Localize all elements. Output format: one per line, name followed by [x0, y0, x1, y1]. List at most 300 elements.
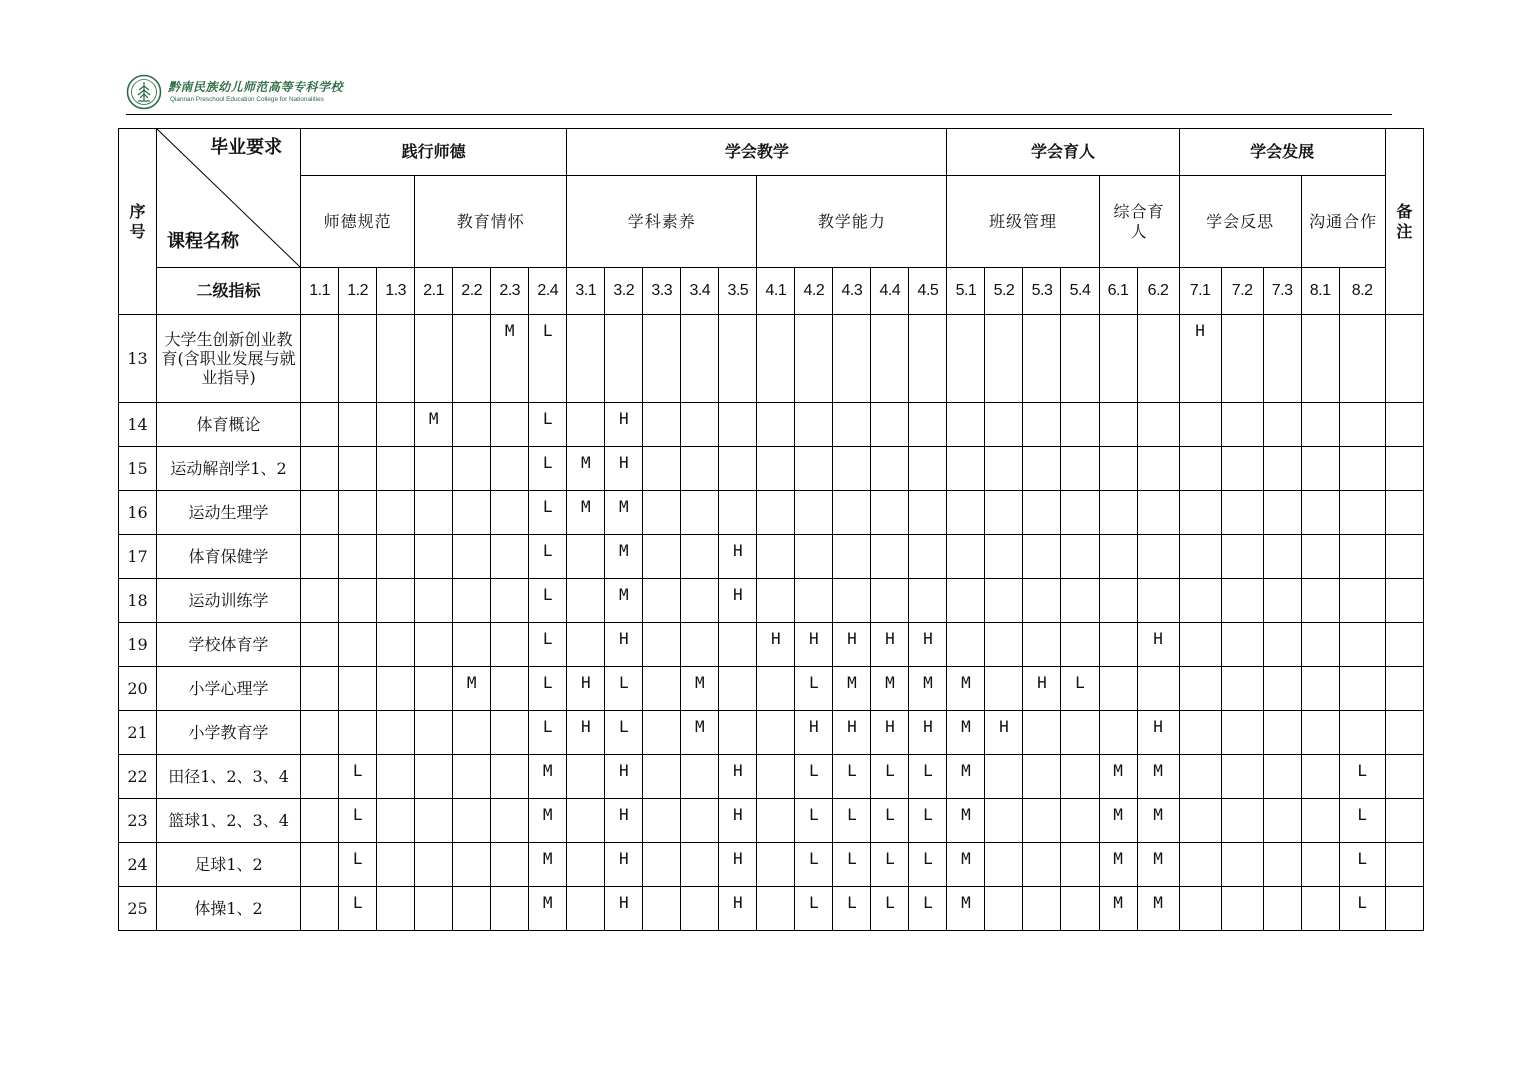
support-level-cell: M: [605, 579, 643, 623]
support-level-cell: L: [833, 887, 871, 931]
support-level-cell: [301, 887, 339, 931]
support-level-cell: L: [529, 579, 567, 623]
support-level-cell: [681, 623, 719, 667]
indicator-header: 3.1: [567, 268, 605, 315]
support-level-cell: [795, 315, 833, 403]
support-level-cell: [1221, 667, 1263, 711]
support-level-cell: L: [1339, 887, 1385, 931]
support-level-cell: L: [339, 755, 377, 799]
support-level-cell: [985, 447, 1023, 491]
support-level-cell: [1023, 711, 1061, 755]
support-level-cell: M: [529, 755, 567, 799]
support-level-cell: [643, 491, 681, 535]
support-level-cell: [757, 711, 795, 755]
support-level-cell: [491, 447, 529, 491]
support-level-cell: [453, 535, 491, 579]
support-level-cell: [1263, 843, 1301, 887]
indicator-header: 1.1: [301, 268, 339, 315]
support-level-cell: [1221, 887, 1263, 931]
category-header: 沟通合作: [1301, 176, 1385, 268]
support-level-cell: M: [947, 843, 985, 887]
support-level-cell: [985, 579, 1023, 623]
support-level-cell: [757, 799, 795, 843]
support-level-cell: [643, 315, 681, 403]
support-level-cell: L: [909, 887, 947, 931]
remark-cell: [1385, 711, 1423, 755]
support-level-cell: [1023, 535, 1061, 579]
support-level-cell: [301, 403, 339, 447]
support-level-cell: M: [1099, 843, 1137, 887]
support-level-cell: H: [567, 667, 605, 711]
support-level-cell: H: [871, 711, 909, 755]
support-level-cell: [1023, 799, 1061, 843]
support-level-cell: M: [1137, 755, 1179, 799]
support-level-cell: [681, 535, 719, 579]
support-level-cell: [1061, 491, 1099, 535]
category-header: 学会反思: [1179, 176, 1301, 268]
support-level-cell: H: [909, 711, 947, 755]
support-level-cell: L: [909, 799, 947, 843]
support-level-cell: H: [1137, 711, 1179, 755]
row-number: 19: [119, 623, 157, 667]
support-level-cell: [1301, 403, 1339, 447]
support-level-cell: [453, 887, 491, 931]
indicator-header: 3.2: [605, 268, 643, 315]
support-level-cell: [339, 315, 377, 403]
support-level-cell: M: [453, 667, 491, 711]
support-level-cell: [1099, 667, 1137, 711]
support-level-cell: H: [719, 579, 757, 623]
header-row-categories: [119, 176, 1424, 268]
support-level-cell: [833, 491, 871, 535]
table-row: [119, 755, 1424, 799]
indicator-header: 7.3: [1263, 268, 1301, 315]
support-level-cell: [985, 755, 1023, 799]
support-level-cell: M: [681, 711, 719, 755]
support-level-cell: [453, 579, 491, 623]
support-level-cell: [377, 623, 415, 667]
support-level-cell: [301, 315, 339, 403]
course-name: 足球1、2: [157, 843, 301, 887]
support-level-cell: [377, 535, 415, 579]
support-level-cell: L: [529, 403, 567, 447]
support-level-cell: [947, 535, 985, 579]
support-level-cell: [339, 579, 377, 623]
support-level-cell: [1023, 403, 1061, 447]
seq-label: 序 号: [129, 202, 146, 241]
support-level-cell: [605, 315, 643, 403]
indicator-header: 8.1: [1301, 268, 1339, 315]
support-level-cell: [643, 447, 681, 491]
category-header: 班级管理: [947, 176, 1099, 268]
support-level-cell: [719, 403, 757, 447]
support-level-cell: [453, 315, 491, 403]
support-level-cell: [491, 579, 529, 623]
support-level-cell: [567, 843, 605, 887]
support-level-cell: [795, 447, 833, 491]
support-level-cell: [377, 799, 415, 843]
support-level-cell: [1339, 623, 1385, 667]
support-level-cell: [1061, 403, 1099, 447]
support-level-cell: [1179, 887, 1221, 931]
support-level-cell: [377, 843, 415, 887]
support-level-cell: M: [491, 315, 529, 403]
support-level-cell: H: [719, 535, 757, 579]
support-level-cell: [1263, 447, 1301, 491]
support-level-cell: H: [1137, 623, 1179, 667]
support-level-cell: [909, 447, 947, 491]
course-name-label: 课程名称: [167, 231, 240, 253]
table-row: [119, 315, 1424, 403]
support-level-cell: [1061, 579, 1099, 623]
support-level-cell: [795, 535, 833, 579]
support-level-cell: [453, 711, 491, 755]
support-level-cell: [757, 843, 795, 887]
support-level-cell: [415, 711, 453, 755]
support-level-cell: [339, 667, 377, 711]
requirement-header: 学会育人: [947, 129, 1179, 176]
support-level-cell: [301, 843, 339, 887]
support-level-cell: [377, 579, 415, 623]
support-level-cell: [719, 447, 757, 491]
support-level-cell: [643, 843, 681, 887]
support-level-cell: M: [529, 887, 567, 931]
support-level-cell: [1179, 535, 1221, 579]
support-level-cell: [871, 447, 909, 491]
support-level-cell: [757, 447, 795, 491]
support-level-cell: [1339, 667, 1385, 711]
support-level-cell: [1023, 843, 1061, 887]
row-number: 22: [119, 755, 157, 799]
support-level-cell: [377, 447, 415, 491]
support-level-cell: [1137, 535, 1179, 579]
support-level-cell: [1221, 799, 1263, 843]
support-level-cell: [377, 711, 415, 755]
support-level-cell: H: [605, 403, 643, 447]
table-row: [119, 623, 1424, 667]
support-level-cell: [301, 579, 339, 623]
course-name: 篮球1、2、3、4: [157, 799, 301, 843]
support-level-cell: L: [339, 887, 377, 931]
support-level-cell: [947, 623, 985, 667]
support-level-cell: [1263, 623, 1301, 667]
support-level-cell: L: [795, 799, 833, 843]
support-level-cell: [719, 711, 757, 755]
support-level-cell: [1263, 667, 1301, 711]
support-level-cell: M: [567, 447, 605, 491]
support-level-cell: M: [605, 535, 643, 579]
support-level-cell: [1339, 535, 1385, 579]
support-level-cell: [339, 447, 377, 491]
support-level-cell: M: [1137, 843, 1179, 887]
support-level-cell: H: [605, 447, 643, 491]
row-number: 21: [119, 711, 157, 755]
support-level-cell: [377, 667, 415, 711]
row-number: 24: [119, 843, 157, 887]
support-level-cell: [1263, 755, 1301, 799]
support-level-cell: [1221, 447, 1263, 491]
support-level-cell: M: [1099, 755, 1137, 799]
support-level-cell: [491, 843, 529, 887]
seq-header: [119, 129, 157, 315]
support-level-cell: [1221, 843, 1263, 887]
support-level-cell: [643, 403, 681, 447]
support-level-cell: [795, 403, 833, 447]
support-level-cell: L: [605, 711, 643, 755]
support-level-cell: [377, 887, 415, 931]
table-row: [119, 491, 1424, 535]
category-header: 师德规范: [301, 176, 415, 268]
header-row-indicators: [119, 268, 1424, 315]
table-row: [119, 403, 1424, 447]
support-level-cell: [643, 667, 681, 711]
indicator-header: 2.3: [491, 268, 529, 315]
support-level-cell: [567, 623, 605, 667]
support-level-cell: [985, 623, 1023, 667]
support-level-cell: [1061, 755, 1099, 799]
remark-cell: [1385, 315, 1423, 403]
support-level-cell: [833, 447, 871, 491]
course-name: 体操1、2: [157, 887, 301, 931]
support-level-cell: [909, 579, 947, 623]
support-level-cell: [1179, 623, 1221, 667]
support-level-cell: [1179, 579, 1221, 623]
support-level-cell: L: [871, 843, 909, 887]
support-level-cell: [643, 711, 681, 755]
course-name: 体育概论: [157, 403, 301, 447]
support-level-cell: [1179, 447, 1221, 491]
support-level-cell: [1099, 403, 1137, 447]
support-level-cell: [1221, 315, 1263, 403]
indicator-header: 6.1: [1099, 268, 1137, 315]
support-level-cell: [415, 315, 453, 403]
support-level-cell: [1263, 887, 1301, 931]
support-level-cell: [1221, 579, 1263, 623]
support-level-cell: [1339, 315, 1385, 403]
course-name: 田径1、2、3、4: [157, 755, 301, 799]
support-level-cell: [1263, 711, 1301, 755]
support-level-cell: [757, 403, 795, 447]
support-level-cell: H: [719, 799, 757, 843]
support-level-cell: [833, 579, 871, 623]
indicator-header: 8.2: [1339, 268, 1385, 315]
support-level-cell: [1061, 315, 1099, 403]
support-level-cell: [491, 403, 529, 447]
support-level-cell: [301, 535, 339, 579]
support-level-cell: L: [529, 315, 567, 403]
support-level-cell: [567, 755, 605, 799]
support-level-cell: L: [871, 887, 909, 931]
support-level-cell: L: [529, 491, 567, 535]
support-level-cell: [795, 579, 833, 623]
support-level-cell: [1099, 711, 1137, 755]
support-level-cell: [491, 491, 529, 535]
support-level-cell: [985, 491, 1023, 535]
support-level-cell: [415, 447, 453, 491]
table-row: [119, 887, 1424, 931]
support-level-cell: [757, 667, 795, 711]
support-level-cell: [757, 755, 795, 799]
indicator-header: 5.1: [947, 268, 985, 315]
support-level-cell: M: [833, 667, 871, 711]
support-level-cell: H: [795, 711, 833, 755]
support-level-cell: [1339, 403, 1385, 447]
indicator-header: 7.2: [1221, 268, 1263, 315]
support-level-cell: [1061, 623, 1099, 667]
remark-cell: [1385, 623, 1423, 667]
indicator-header: 2.1: [415, 268, 453, 315]
support-level-cell: [757, 887, 795, 931]
support-level-cell: [1221, 535, 1263, 579]
row-number: 23: [119, 799, 157, 843]
support-level-cell: [415, 887, 453, 931]
support-level-cell: H: [567, 711, 605, 755]
support-level-cell: [1263, 799, 1301, 843]
support-level-cell: H: [719, 755, 757, 799]
support-level-cell: [1301, 579, 1339, 623]
support-level-cell: [301, 755, 339, 799]
course-name: 运动生理学: [157, 491, 301, 535]
support-level-cell: [1023, 491, 1061, 535]
support-level-cell: [643, 579, 681, 623]
support-level-cell: H: [871, 623, 909, 667]
table-row: [119, 711, 1424, 755]
support-level-cell: [1301, 711, 1339, 755]
support-level-cell: [567, 403, 605, 447]
support-level-cell: [339, 711, 377, 755]
support-level-cell: H: [605, 843, 643, 887]
support-level-cell: [491, 623, 529, 667]
category-header: 学科素养: [567, 176, 757, 268]
table-row: [119, 799, 1424, 843]
graduation-requirement-label: 毕业要求: [210, 137, 283, 158]
support-level-cell: H: [757, 623, 795, 667]
support-level-cell: [453, 799, 491, 843]
secondary-indicator-label: 二级指标: [157, 268, 301, 315]
support-level-cell: [833, 403, 871, 447]
support-level-cell: [985, 667, 1023, 711]
support-level-cell: [415, 755, 453, 799]
support-level-cell: [339, 403, 377, 447]
support-level-cell: H: [1179, 315, 1221, 403]
remark-cell: [1385, 843, 1423, 887]
support-level-cell: [1301, 667, 1339, 711]
support-level-cell: [681, 579, 719, 623]
support-level-cell: H: [605, 887, 643, 931]
support-level-cell: [301, 667, 339, 711]
support-level-cell: M: [947, 667, 985, 711]
indicator-header: 6.2: [1137, 268, 1179, 315]
row-number: 15: [119, 447, 157, 491]
category-header: 教育情怀: [415, 176, 567, 268]
support-level-cell: [1221, 403, 1263, 447]
remark-cell: [1385, 887, 1423, 931]
support-level-cell: [681, 755, 719, 799]
support-level-cell: [1137, 579, 1179, 623]
support-level-cell: [491, 799, 529, 843]
support-level-cell: [757, 315, 795, 403]
support-level-cell: [871, 579, 909, 623]
support-level-cell: M: [1099, 799, 1137, 843]
support-level-cell: [985, 535, 1023, 579]
support-level-cell: [1179, 843, 1221, 887]
indicator-header: 5.2: [985, 268, 1023, 315]
support-level-cell: [1061, 447, 1099, 491]
support-level-cell: H: [795, 623, 833, 667]
row-number: 13: [119, 315, 157, 403]
support-level-cell: [491, 667, 529, 711]
support-level-cell: [415, 623, 453, 667]
indicator-header: 2.2: [453, 268, 491, 315]
support-level-cell: [985, 315, 1023, 403]
support-level-cell: [643, 887, 681, 931]
support-level-cell: [1263, 315, 1301, 403]
support-level-cell: [909, 315, 947, 403]
support-level-cell: L: [339, 843, 377, 887]
support-level-cell: [1263, 403, 1301, 447]
support-level-cell: [1023, 887, 1061, 931]
support-level-cell: [985, 799, 1023, 843]
support-level-cell: [1023, 755, 1061, 799]
school-logo: [126, 74, 366, 114]
support-level-cell: [415, 579, 453, 623]
support-level-cell: L: [529, 447, 567, 491]
support-level-cell: [301, 447, 339, 491]
indicator-header: 1.3: [377, 268, 415, 315]
support-level-cell: [1061, 887, 1099, 931]
support-level-cell: [415, 843, 453, 887]
indicator-header: 4.2: [795, 268, 833, 315]
support-level-cell: M: [681, 667, 719, 711]
indicator-header: 2.4: [529, 268, 567, 315]
support-level-cell: [681, 843, 719, 887]
support-level-cell: L: [529, 535, 567, 579]
support-level-cell: [681, 887, 719, 931]
row-number: 14: [119, 403, 157, 447]
remark-header: [1385, 129, 1423, 315]
support-level-cell: [1179, 403, 1221, 447]
category-header: 教学能力: [757, 176, 947, 268]
support-level-cell: [871, 535, 909, 579]
course-name: 运动解剖学1、2: [157, 447, 301, 491]
support-level-cell: [909, 535, 947, 579]
support-level-cell: H: [719, 887, 757, 931]
course-name: 大学生创新创业教育(含职业发展与就业指导): [157, 315, 301, 403]
table-row: [119, 535, 1424, 579]
support-level-cell: [1301, 887, 1339, 931]
support-level-cell: L: [529, 667, 567, 711]
support-level-cell: [491, 535, 529, 579]
remark-cell: [1385, 667, 1423, 711]
support-level-cell: [1301, 799, 1339, 843]
support-level-cell: [757, 535, 795, 579]
support-level-cell: [1339, 711, 1385, 755]
support-level-cell: [1263, 579, 1301, 623]
course-name: 体育保健学: [157, 535, 301, 579]
support-level-cell: [871, 491, 909, 535]
row-number: 17: [119, 535, 157, 579]
support-level-cell: [795, 491, 833, 535]
support-level-cell: [1301, 755, 1339, 799]
header-divider: [126, 114, 1392, 115]
support-level-cell: [415, 799, 453, 843]
support-level-cell: M: [529, 843, 567, 887]
support-level-cell: M: [947, 711, 985, 755]
support-level-cell: [757, 491, 795, 535]
support-level-cell: H: [833, 623, 871, 667]
support-level-cell: [1099, 623, 1137, 667]
requirement-header: 学会发展: [1179, 129, 1385, 176]
